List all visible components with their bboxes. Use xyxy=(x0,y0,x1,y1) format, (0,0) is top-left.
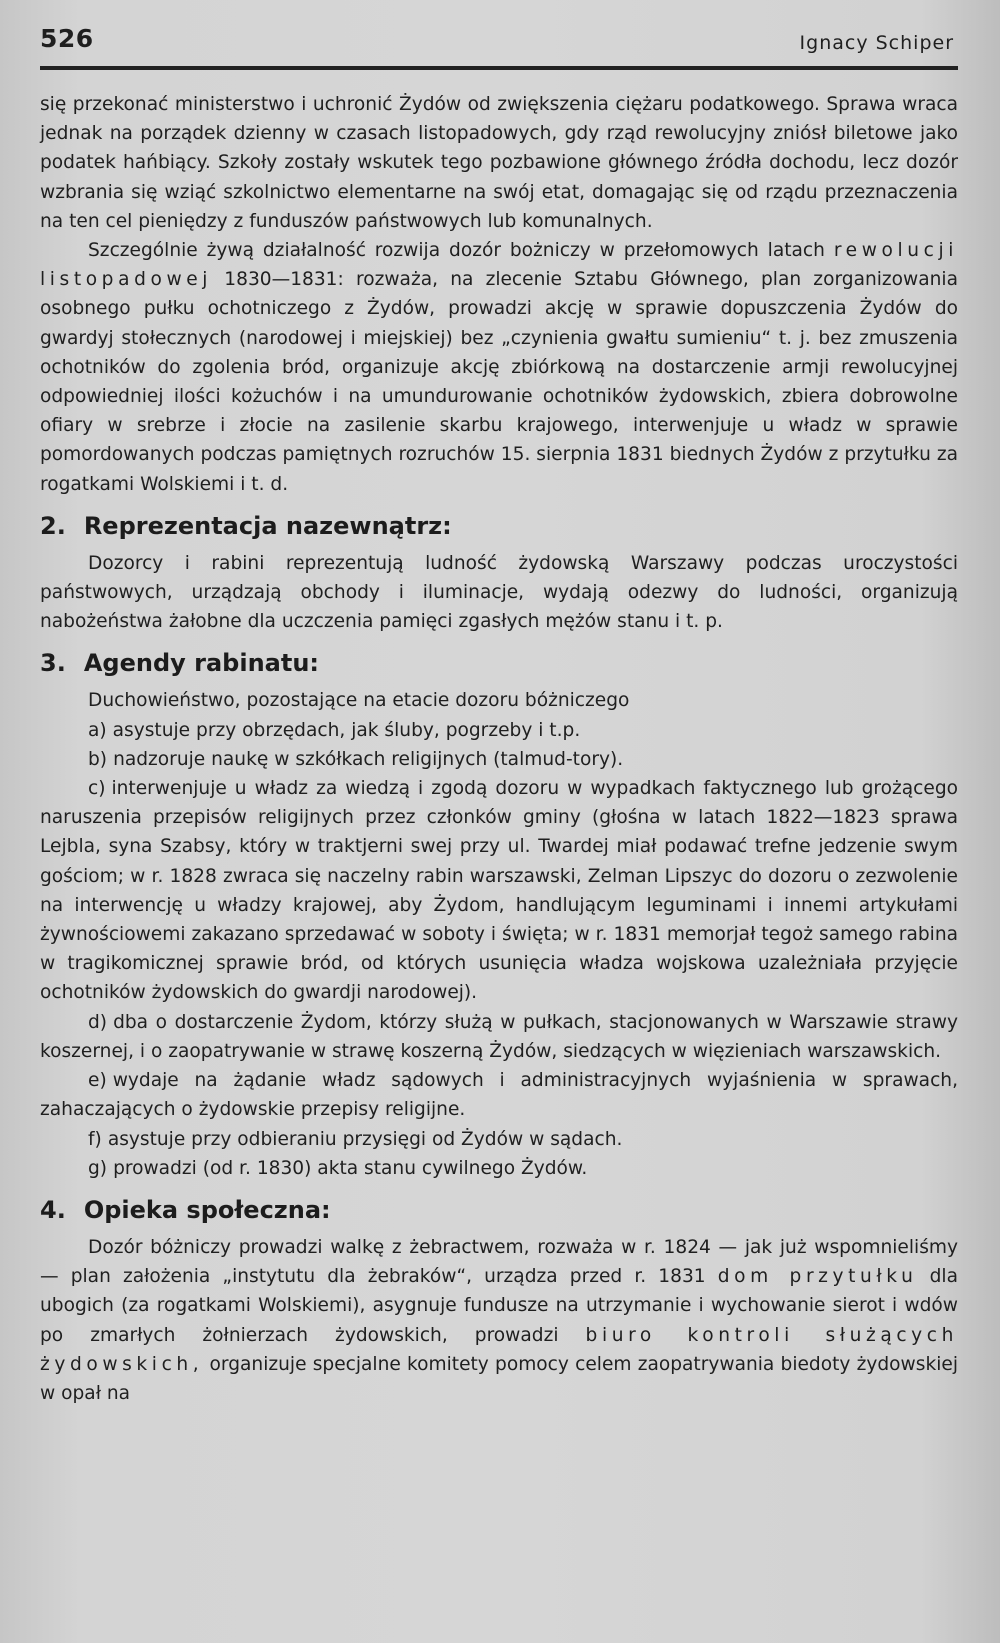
paragraph-social-care xyxy=(40,1233,958,1408)
spaced-emphasis-servants-office: biuro kontroli służących żydowskich, xyxy=(40,1324,958,1375)
list-item-label: d) xyxy=(88,1011,108,1033)
spaced-emphasis-revolution: rewolucji listopadowej xyxy=(40,240,958,291)
paragraph-revolution xyxy=(40,236,958,499)
list-item xyxy=(40,1008,958,1066)
list-item xyxy=(40,774,958,1008)
list-item-text: dba o dostarczenie Żydom, którzy służą w pułkach, stacjonowanych w Warszawie strawy koszernej, i o zaopatrywanie w strawę koszerną Żydów, siedzących w więzieniach warszawskich. xyxy=(40,1011,958,1062)
list-item-label: f) xyxy=(88,1128,102,1150)
paragraph-tax-schools: się przekonać ministerstwo i uchronić Żydów od zwiększenia ciężaru podatkowego. Sprawa wraca jednak na porządek dzienny w czasach listopadowych, gdy rząd rewolucyjny zniósł biletowe jako podatek hańbiący. Szkoły zostały wskutek tego pozbawione głównego źródła dochodu, lecz dozór wzbrania się wziąć szkolnictwo elementarne na swój etat, domagając się od rządu przeznaczenia na ten cel pieniędzy z funduszów państwowych lub komunalnych. xyxy=(40,94,958,232)
section-number: 2. xyxy=(40,511,66,540)
list-item-label: e) xyxy=(88,1070,107,1092)
page-number: 526 xyxy=(40,24,94,53)
paragraph-revolution-text-a: Szczególnie żywą działalność rozwija dozór bożniczy w przełomowych latach xyxy=(88,240,825,262)
social-care-text-c: organizuje specjalne komitety pomocy celem zaopatrywania biedoty żydowskiej w opał na xyxy=(40,1353,958,1404)
list-item-label: b) xyxy=(88,748,108,770)
list-item xyxy=(40,1125,958,1154)
list-item xyxy=(40,745,958,774)
list-item-text: interwenjuje u władz za wiedzą i zgodą dozoru w wypadkach faktycznego lub grożącego naruszenia przepisów religijnych przez członków gminy (głośna w latach 1822—1823 sprawa Lejbla, syna Szabsy, który w traktjerni swej przy ul. Twardej miał podawać trefne jedzenie swym gościom; w r. 1828 zwraca się naczelny rabin warszawski, Zelman Lipszyc do dozoru o zezwolenie na interwencję u władzy krajowej, aby Żydom, handlującym leguminami i innemi artykułami żywnościowemi zakazano sprzedawać w soboty i święta; w r. 1831 memorjał tegoż samego rabina w tragikomicznej sprawie bród, od których usunięcia władza wojskowa uzależniała przyjęcie ochotników żydowskich do gwardji narodowej). xyxy=(40,778,958,1004)
list-item xyxy=(40,716,958,745)
list-item-label: g) xyxy=(88,1157,108,1179)
section-heading-representation xyxy=(40,511,958,541)
paragraph-rabbinate-intro: Duchowieństwo, pozostające na etacie dozoru bóżniczego xyxy=(88,690,630,712)
list-item xyxy=(40,1154,958,1183)
list-item-text: asystuje przy obrzędach, jak śluby, pogrzeby i t.p. xyxy=(112,719,581,741)
list-item xyxy=(40,1066,958,1124)
running-head-author: Ignacy Schiper xyxy=(799,32,954,54)
body-text xyxy=(40,90,958,1408)
section-title: Reprezentacja nazewnątrz: xyxy=(83,511,452,540)
list-item-text: nadzoruje naukę w szkółkach religijnych (talmud-tory). xyxy=(113,748,624,770)
section-heading-social-care xyxy=(40,1195,958,1225)
section-number: 3. xyxy=(40,649,66,678)
list-item-text: asystuje przy odbieraniu przysięgi od Żydów w sądach. xyxy=(107,1128,623,1150)
section-number: 4. xyxy=(40,1195,66,1224)
page-header xyxy=(40,20,958,72)
social-care-text-a: Dozór bóżniczy prowadzi walkę z żebractwem, rozważa w r. 1824 — jak już wspomnieliśmy — plan założenia „instytutu dla żebraków“, urządza przed r. 1831 xyxy=(40,1236,958,1288)
list-item-text: prowadzi (od r. 1830) akta stanu cywilnego Żydów. xyxy=(113,1157,588,1179)
section-title: Opieka społeczna: xyxy=(83,1195,331,1224)
paragraph-revolution-text-b: 1830—1831: rozważa, na zlecenie Sztabu Głównego, plan zorganizowania osobnego pułku ochotniczego z Żydów, prowadzi akcję w sprawie dopuszczenia Żydów do gwardyj stołecznych (narodowej i miejskiej) bez „czynienia gwałtu sumieniu“ t. j. bez zmuszenia ochotników do zgolenia bród, organizuje akcję zbiórkową na dostarczenie armji rewolucyjnej odpowiedniej ilości kożuchów i na umundurowanie ochotników żydowskich, zbiera dobrowolne ofiary w srebrze i złocie na zasilenie skarbu krajowego, interwenjuje u władz w sprawie pomordowanych podczas pamiętnych rozruchów 15. sierpnia 1831 biednych Żydów z przytułku za rogatkami Wolskiemi i t. d. xyxy=(40,269,958,495)
list-item-label: a) xyxy=(88,719,107,741)
social-care-text-b: dla ubogich (za rogatkami Wolskiemi), asygnuje fundusze na utrzymanie i wychowanie sierot i wdów po zmarłych żołnierzach żydowskich, prowadzi xyxy=(40,1266,958,1346)
paragraph-representation: Dozorcy i rabini reprezentują ludność żydowską Warszawy podczas uroczystości państwowych, urządzają obchody i iluminacje, wydają odezwy do ludności, organizują nabożeństwa żałobne dla uczczenia pamięci zgasłych mężów stanu i t. p. xyxy=(40,552,958,633)
spaced-emphasis-shelter: dom przytułku xyxy=(717,1266,918,1288)
header-rule xyxy=(40,66,958,70)
section-title: Agendy rabinatu: xyxy=(83,649,319,678)
section-heading-rabbinate xyxy=(40,648,958,678)
list-item-label: c) xyxy=(88,778,106,800)
list-item-text: wydaje na żądanie władz sądowych i administracyjnych wyjaśnienia w sprawach, zahaczających o żydowskie przepisy religijne. xyxy=(40,1070,958,1121)
